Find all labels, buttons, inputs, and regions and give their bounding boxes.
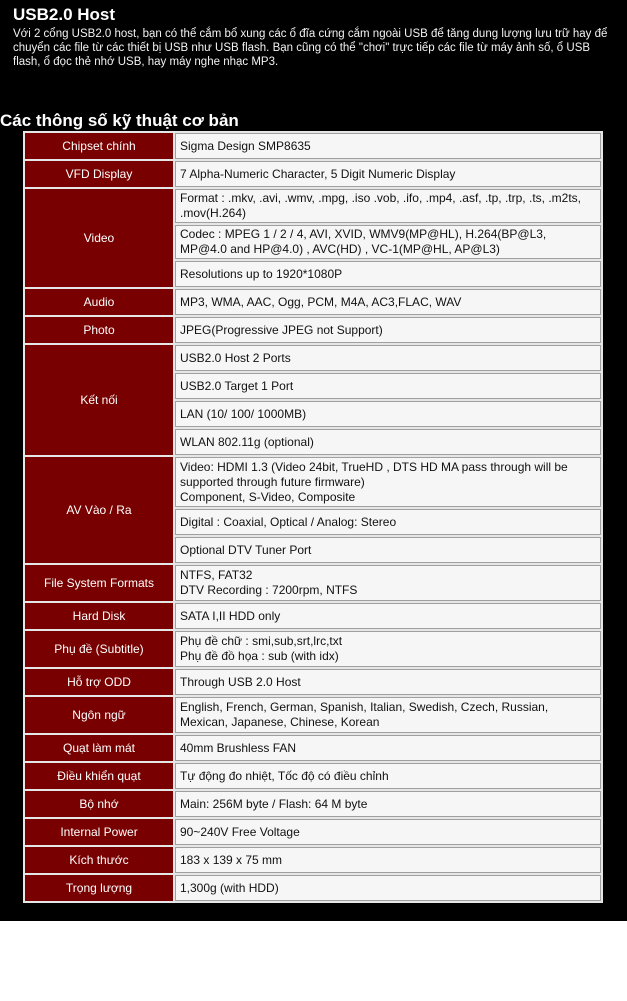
spec-value: Main: 256M byte / Flash: 64 M byte (175, 791, 601, 817)
table-row (25, 189, 601, 223)
spec-value (175, 631, 601, 667)
spec-value: Digital : Coaxial, Optical / Analog: Stereo (175, 509, 601, 535)
spec-value-line: Phụ đề chữ : smi,sub,srt,lrc,txt (180, 634, 343, 648)
table-row (25, 565, 601, 601)
table-row (25, 161, 601, 187)
spec-value: USB2.0 Host 2 Ports (175, 345, 601, 371)
table-row (25, 603, 601, 629)
table-row (25, 847, 601, 873)
spec-value: Resolutions up to 1920*1080P (175, 261, 601, 287)
spec-label: Trọng lượng (25, 875, 173, 901)
table-row (25, 317, 601, 343)
table-row (25, 133, 601, 159)
spec-label: Audio (25, 289, 173, 315)
spec-label: Phụ đề (Subtitle) (25, 631, 173, 667)
spec-value: SATA I,II HDD only (175, 603, 601, 629)
table-row (25, 763, 601, 789)
spec-label: Hard Disk (25, 603, 173, 629)
spec-value-line: DTV Recording : 7200rpm, NTFS (180, 583, 358, 597)
spec-label: Điều khiển quạt (25, 763, 173, 789)
spec-label: File System Formats (25, 565, 173, 601)
spec-label: Bộ nhớ (25, 791, 173, 817)
spec-value: Sigma Design SMP8635 (175, 133, 601, 159)
spec-value: English, French, German, Spanish, Italian, Swedish, Czech, Russian, Mexican, Japanese, Chinese, Korean (175, 697, 601, 733)
spec-label: Photo (25, 317, 173, 343)
spec-value: WLAN 802.11g (optional) (175, 429, 601, 455)
spec-label: Quạt làm mát (25, 735, 173, 761)
spec-value: LAN (10/ 100/ 1000MB) (175, 401, 601, 427)
table-row (25, 669, 601, 695)
spec-value: Through USB 2.0 Host (175, 669, 601, 695)
table-row (25, 735, 601, 761)
spec-value: 1,300g (with HDD) (175, 875, 601, 901)
table-row (25, 791, 601, 817)
spec-label: Ngôn ngữ (25, 697, 173, 733)
table-row (25, 289, 601, 315)
spec-value (175, 457, 601, 507)
spec-value: Tự động đo nhiệt, Tốc độ có điều chỉnh (175, 763, 601, 789)
table-row (25, 631, 601, 667)
table-row (25, 875, 601, 901)
spec-value (175, 565, 601, 601)
spec-label: Internal Power (25, 819, 173, 845)
spec-value-line: Phụ đề đồ họa : sub (with idx) (180, 649, 339, 663)
table-row (25, 345, 601, 371)
spec-value: MP3, WMA, AAC, Ogg, PCM, M4A, AC3,FLAC, WAV (175, 289, 601, 315)
spec-value: 40mm Brushless FAN (175, 735, 601, 761)
spec-label: VFD Display (25, 161, 173, 187)
table-row (25, 457, 601, 507)
spec-value-line: Component, S-Video, Composite (180, 489, 356, 504)
spec-value: Codec : MPEG 1 / 2 / 4, AVI, XVID, WMV9(MP@HL), H.264(BP@L3, MP@4.0 and HP@4.0) , AVC(HD) , VC-1(MP@HL, AP@L3) (175, 225, 601, 259)
spec-value: 7 Alpha-Numeric Character, 5 Digit Numeric Display (175, 161, 601, 187)
section-title: USB2.0 Host (13, 5, 116, 24)
spec-value-line: NTFS, FAT32 (180, 568, 253, 582)
spec-label: Video (25, 189, 173, 287)
spec-label: Kết nối (25, 345, 173, 455)
specs-table (23, 131, 603, 903)
section-description: Với 2 cổng USB2.0 host, bạn có thể cắm bổ xung các ổ đĩa cứng cắm ngoài USB để tăng dung lượng lưu trữ hay để chuyển các file từ các thiết bị USB như USB flash. Bạn cũng có thể "chơi" trực tiếp các file từ máy ảnh số, ổ USB flash, ổ đọc thẻ nhớ USB, hay máy nghe nhạc MP3. (13, 28, 608, 68)
spec-value: JPEG(Progressive JPEG not Support) (175, 317, 601, 343)
spec-label: Chipset chính (25, 133, 173, 159)
spec-value: Format : .mkv, .avi, .wmv, .mpg, .iso .vob, .ifo, .mp4, .asf, .tp, .trp, .ts, .m2ts, .mov(H.264) (175, 189, 601, 223)
spec-label: Kích thước (25, 847, 173, 873)
spec-value: Optional DTV Tuner Port (175, 537, 601, 563)
spec-label: AV Vào / Ra (25, 457, 173, 563)
spec-value-line: Video: HDMI 1.3 (Video 24bit, TrueHD , DTS HD MA pass through will be supported through future firmware) (180, 459, 568, 489)
specs-heading: Các thông số kỹ thuật cơ bản (0, 111, 239, 130)
spec-value: 183 x 139 x 75 mm (175, 847, 601, 873)
spec-label: Hỗ trợ ODD (25, 669, 173, 695)
table-row (25, 819, 601, 845)
intro-section (13, 6, 613, 69)
spec-value: 90~240V Free Voltage (175, 819, 601, 845)
spec-value: USB2.0 Target 1 Port (175, 373, 601, 399)
table-row (25, 697, 601, 733)
